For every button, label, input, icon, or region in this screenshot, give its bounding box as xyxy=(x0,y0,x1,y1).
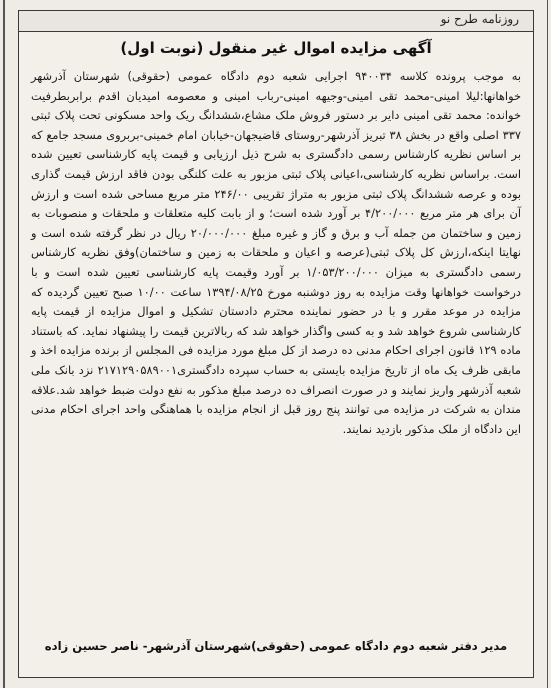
column-rule-right xyxy=(547,0,549,688)
header-band xyxy=(19,11,533,32)
ad-paragraph: به موجب پرونده کلاسه ۹۴۰۰۳۴ اجرایی شعبه دوم دادگاه عمومی (حقوقی) شهرستان آذرشهر خواهانها:لیلا امینی-محمد تقی امینی-وجیهه امینی-رباب امینی و معصومه امیدیان اقدم برابربطرفیت خوانده: محمد تقی امینی دایر بر دستور فروش ملک مشاع،ششدانگ ریک واحد مسکونی تحت پلاک ثبتی ۳۳۷ اصلی واقع در بخش ۳۸ تبریز آذرشهر-روستای قاضیجهان-خیابان امام خمینی-بربروی مسجد جامع که بر اساس نظریه کارشناس رسمی دادگستری به شرح ذیل ارزیابی و قیمت پایه کارشناسی تعیین شده است. براساس نظریه کارشناسی،اعیانی پلاک ثبتی مزبور به علت کلنگی بودن فاقد ارزش قیمت گذاری بوده و عرصه ششدانگ پلاک ثبتی مزبور به متراژ تقریبی ۲۴۶/۰۰ متر مربع مساحی شده است و ارزش آن برای هر متر مربع ۴/۲۰۰/۰۰۰ بر آورد شده است؛ و از بابت کلیه متعلقات و ملحقات و منصوبات به زمین و ساختمان من جمله آب و برق و گاز و غیره مبلغ ۲۰/۰۰۰/۰۰۰ ریال در نظر گرفته شده است و نهایتا اینکه،ارزش کل پلاک ثبتی(عرصه و اعیان و ملحقات به زمین و ساختمان)وفق نظریه کارشناس رسمی دادگستری به میزان ۱/۰۵۳/۲۰۰/۰۰۰ بر آورد وقیمت پایه کارشناسی تعیین شده است و با درخواست خواهانها وقت مزایده به روز دوشنبه مورخ ۱۳۹۴/۰۸/۲۵ ساعت ۱۰/۰۰ صبح تعیین گردیده که مزایده در موعد مقرر و با در حضور نماینده محترم دادستان تشکیل و اموال مزایده از قیمت پایه کارشناسی شروع خواهد شد و به کسی واگذار خواهد شد که ربالاترین قیمت را پیشنهاد نماید. که باستناد ماده ۱۲۹ قانون اجرای احکام مدنی ده درصد از کل مبلغ مورد مزایده فی المجلس از برنده مزایده اخذ و مابقی ظرف یک ماه از تاریخ مزایده بایستی به حساب سپرده دادگستری۲۱۷۱۲۹۰۵۸۹۰۰۱ نزد بانک ملی شعبه آذرشهر واریز نمایند و در صورت انصراف ده درصد مبلغ مذکور به نفع دولت ضبط خواهد شد.علاقه مندان به شرکت در مزایده می توانند پنج روز قبل از انجام مزایده با هماهنگی واحد اجرای احکام مدنی این دادگاه از ملک مذکور بازدید نمایند. xyxy=(31,69,522,436)
newspaper-name: روزنامه طرح نو xyxy=(440,12,519,26)
ad-frame xyxy=(18,10,534,678)
ad-title: آگهی مزایده اموال غیر منقول (نوبت اول) xyxy=(120,39,432,57)
column-rule-left xyxy=(3,0,5,688)
ad-body xyxy=(31,67,521,439)
ad-signature: مدیر دفتر شعبه دوم دادگاه عمومی (حقوقی)شهرستان آذرشهر- ناصر حسین زاده xyxy=(44,639,508,653)
